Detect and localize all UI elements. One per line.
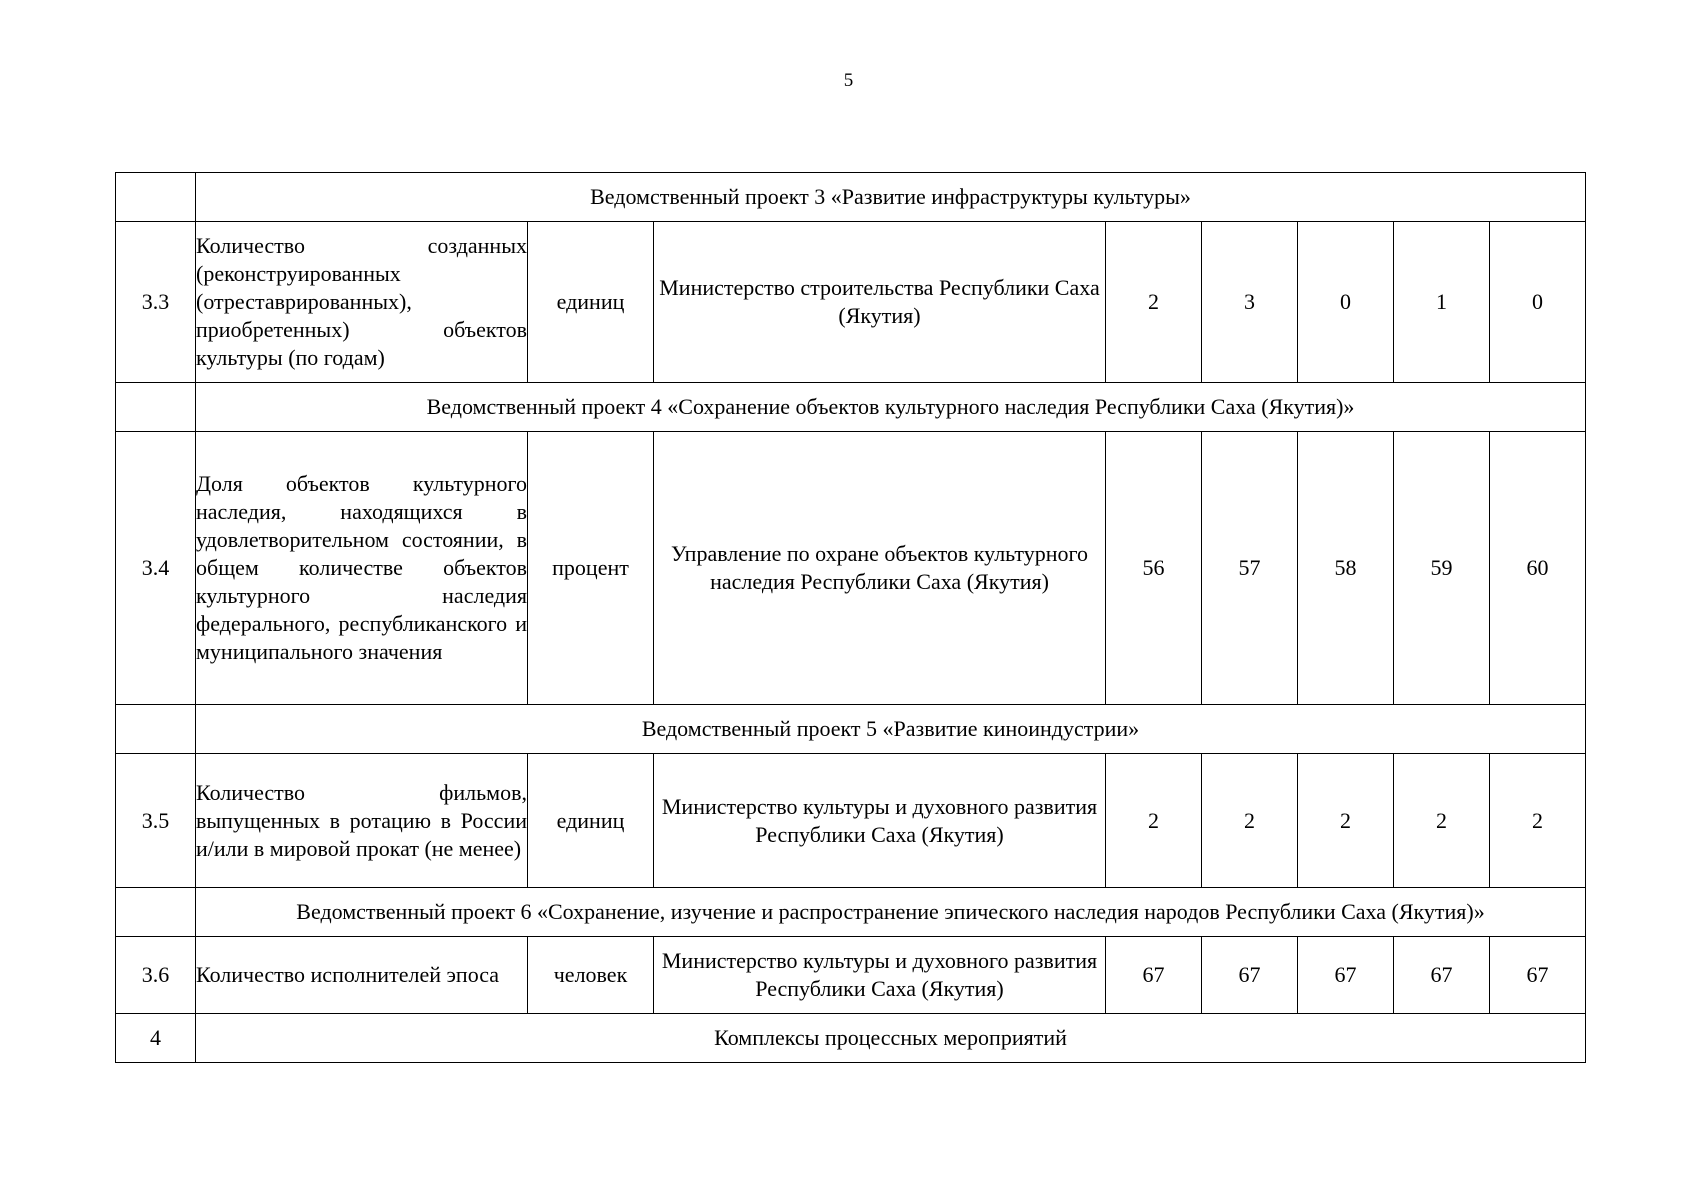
value-year-5: 67	[1490, 937, 1586, 1014]
responsible: Управление по охране объектов культурного наследия Республики Саха (Якутия)	[654, 432, 1106, 705]
value-year-2: 3	[1202, 222, 1298, 383]
unit: процент	[528, 432, 654, 705]
table-row	[116, 222, 1586, 383]
row-number: 3.6	[116, 937, 196, 1014]
section-heading-row	[116, 173, 1586, 222]
section-heading: Ведомственный проект 5 «Развитие киноиндустрии»	[196, 705, 1586, 754]
empty-num-cell	[116, 383, 196, 432]
value-year-2: 67	[1202, 937, 1298, 1014]
value-year-1: 67	[1106, 937, 1202, 1014]
section-heading-row	[116, 383, 1586, 432]
indicator-name: Количество созданных (реконструированных (отреставрированных), приобретенных) объектов культуры (по годам)	[196, 222, 528, 383]
responsible: Министерство культуры и духовного развития Республики Саха (Якутия)	[654, 754, 1106, 888]
value-year-3: 58	[1298, 432, 1394, 705]
indicator-name: Доля объектов культурного наследия, находящихся в удовлетворительном состоянии, в общем количестве объектов культурного наследия федерального, республиканского и муниципального значения	[196, 432, 528, 705]
row-number: 3.5	[116, 754, 196, 888]
row-number: 3.3	[116, 222, 196, 383]
value-year-1: 56	[1106, 432, 1202, 705]
value-year-4: 2	[1394, 754, 1490, 888]
value-year-5: 2	[1490, 754, 1586, 888]
value-year-4: 67	[1394, 937, 1490, 1014]
page-number: 5	[843, 70, 854, 91]
unit: единиц	[528, 222, 654, 383]
table-row	[116, 432, 1586, 705]
table-row	[116, 754, 1586, 888]
section-heading: Ведомственный проект 4 «Сохранение объектов культурного наследия Республики Саха (Якутия)»	[196, 383, 1586, 432]
row-number: 3.4	[116, 432, 196, 705]
row-number: 4	[116, 1014, 196, 1063]
indicator-name: Количество исполнителей эпоса	[196, 937, 528, 1014]
section-heading: Ведомственный проект 6 «Сохранение, изучение и распространение эпического наследия народов Республики Саха (Якутия)»	[196, 888, 1586, 937]
unit: единиц	[528, 754, 654, 888]
section-heading: Ведомственный проект 3 «Развитие инфраструктуры культуры»	[196, 173, 1586, 222]
value-year-5: 0	[1490, 222, 1586, 383]
value-year-3: 67	[1298, 937, 1394, 1014]
value-year-3: 2	[1298, 754, 1394, 888]
indicators-table	[115, 172, 1586, 1063]
value-year-1: 2	[1106, 222, 1202, 383]
responsible: Министерство культуры и духовного развития Республики Саха (Якутия)	[654, 937, 1106, 1014]
value-year-3: 0	[1298, 222, 1394, 383]
unit: человек	[528, 937, 654, 1014]
responsible: Министерство строительства Республики Саха (Якутия)	[654, 222, 1106, 383]
value-year-4: 59	[1394, 432, 1490, 705]
section-heading: Комплексы процессных мероприятий	[196, 1014, 1586, 1063]
section-heading-row	[116, 888, 1586, 937]
value-year-1: 2	[1106, 754, 1202, 888]
empty-num-cell	[116, 173, 196, 222]
indicator-name: Количество фильмов, выпущенных в ротацию в России и/или в мировой прокат (не менее)	[196, 754, 528, 888]
value-year-2: 2	[1202, 754, 1298, 888]
value-year-5: 60	[1490, 432, 1586, 705]
section-heading-row	[116, 1014, 1586, 1063]
empty-num-cell	[116, 888, 196, 937]
section-heading-row	[116, 705, 1586, 754]
table-row	[116, 937, 1586, 1014]
empty-num-cell	[116, 705, 196, 754]
value-year-2: 57	[1202, 432, 1298, 705]
value-year-4: 1	[1394, 222, 1490, 383]
